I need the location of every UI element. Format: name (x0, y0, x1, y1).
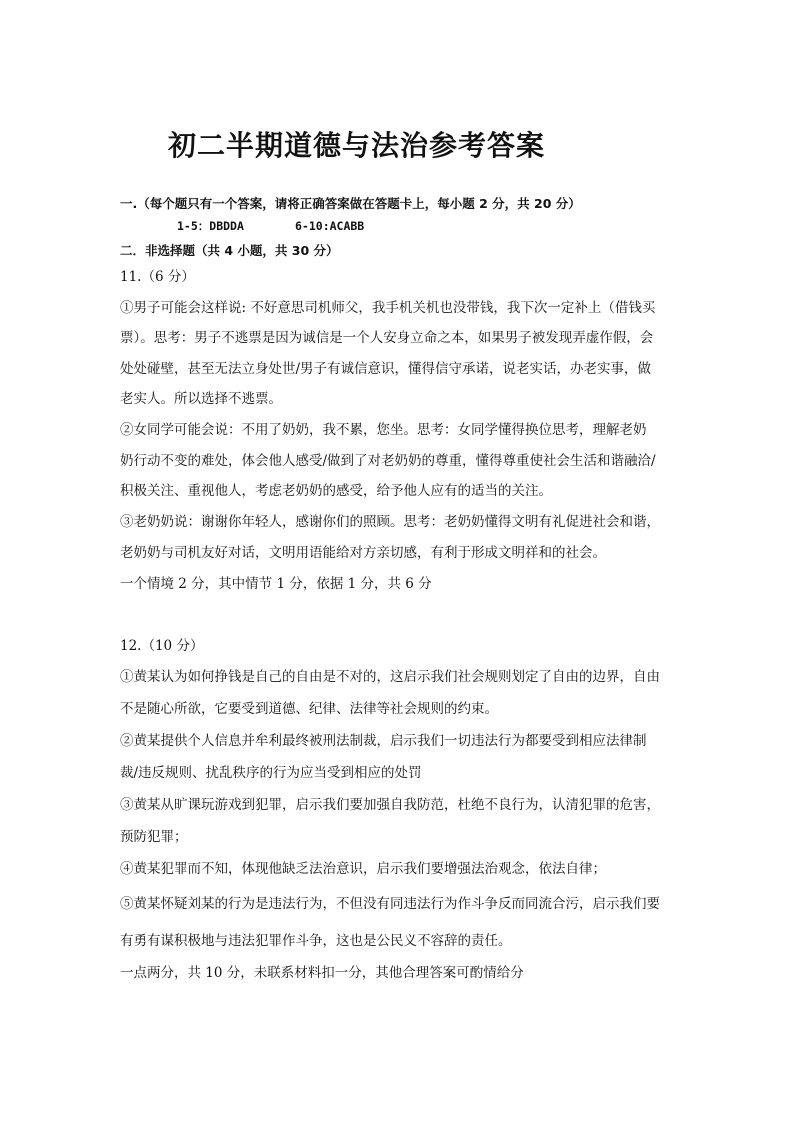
section-2-heading: 二．非选择题（共 4 小题，共 30 分） (120, 243, 339, 258)
q11-scoring-note: 一个情境 2 分，其中情节 1 分，依据 1 分，共 6 分 (120, 576, 432, 592)
q11-line: 老奶奶与司机友好对话，文明用语能给对方亲切感，有利于形成文明祥和的社会。 (120, 545, 606, 561)
q12-line: 预防犯罪； (120, 829, 188, 845)
answers-6-10: 6-10:ACABB (295, 219, 365, 233)
q11-label: 11.（6 分） (120, 269, 195, 285)
q11-line: 票）。思考：男子不逃票是因为诚信是一个人安身立命之本，如果男子被发现弄虚作假，会 (120, 330, 654, 346)
multiple-choice-answers (177, 218, 364, 234)
page-title: 初二半期道德与法治参考答案 (168, 129, 546, 162)
q12-scoring-note: 一点两分，共 10 分，未联系材料扣一分，其他合理答案可酌情给分 (120, 965, 524, 981)
q11-line: ②女同学可能会说：不用了奶奶，我不累，您坐。思考：女同学懂得换位思考，理解老奶 (120, 422, 647, 438)
q12-line: ①黄某认为如何挣钱是自己的自由是不对的，这启示我们社会规则划定了自由的边界，自由 (120, 669, 660, 685)
q11-line: 处处碰壁，甚至无法立身处世/男子有诚信意识，懂得信守承诺，说老实话，办老实事，做 (120, 361, 652, 377)
section-1-heading: 一.（每个题只有一个答案，请将正确答案做在答题卡上，每小题 2 分，共 20 分） (120, 196, 581, 211)
q11-line: 老实人。所以选择不逃票。 (120, 391, 282, 407)
q12-line: 有勇有谋积极地与违法犯罪作斗争，这也是公民义不容辞的责任。 (120, 933, 512, 949)
q12-line: ⑤黄某怀疑刘某的行为是违法行为，不但没有同违法行为作斗争反而同流合污，启示我们要 (120, 896, 660, 912)
q12-line: ④黄某犯罪而不知，体现他缺乏法治意识，启示我们要增强法治观念，依法自律； (120, 861, 606, 877)
q12-line: ②黄某提供个人信息并牟利最终被刑法制裁，启示我们一切违法行为都要受到相应法律制 (120, 733, 647, 749)
q12-line: ③黄某从旷课玩游戏到犯罪，启示我们要加强自我防范，杜绝不良行为，认清犯罪的危害， (120, 797, 660, 813)
q11-line: ③老奶奶说：谢谢你年轻人，感谢你们的照顾。思考：老奶奶懂得文明有礼促进社会和谐， (120, 514, 660, 530)
q11-line: 积极关注、重视他人，考虑老奶奶的感受，给予他人应有的适当的关注。 (120, 483, 552, 499)
q12-line: 裁/违反规则、扰乱秩序的行为应当受到相应的处罚 (120, 765, 422, 781)
q11-line: 奶行动不变的难处，体会他人感受/做到了对老奶奶的尊重，懂得尊重使社会生活和谐融洽/ (120, 453, 656, 469)
q12-label: 12.（10 分） (120, 638, 204, 654)
answers-1-5: 1-5：DBDDA (177, 219, 244, 233)
q11-line: ①男子可能会这样说: 不好意思司机师父，我手机关机也没带钱，我下次一定补上（借钱买 (120, 300, 656, 316)
q12-line: 不是随心所欲，它要受到道德、纪律、法律等社会规则的约束。 (120, 701, 498, 717)
